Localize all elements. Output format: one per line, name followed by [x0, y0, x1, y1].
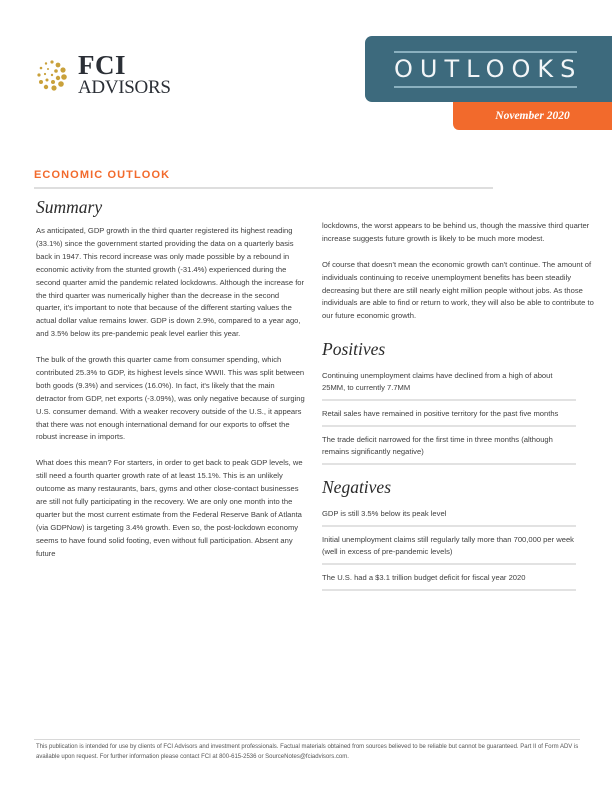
banner-rule-top: [394, 51, 577, 53]
footer-divider: [34, 739, 580, 740]
publication-title: OUTLOOKS: [394, 55, 583, 83]
positives-heading: Positives: [322, 339, 386, 360]
banner-rule-bottom: [394, 86, 577, 88]
negative-item: The U.S. had a $3.1 trillion budget deficit for fiscal year 2020: [322, 569, 576, 591]
summary-paragraph: As anticipated, GDP growth in the third quarter registered its highest reading (33.1%) since the government started providing the data on a quarterly basis back in 1947. This record increase was only made possible by a rebound in economic activity from the stunted growth (-31.4%) experienced during the second quarter amid the pandemic related lockdowns. Although the increase for the third quarter was numerically higher than the decrease in the second quarter, it's important to note that because of the different starting values the actual dollar value remains lower. GDP is down 2.9%, compared to a year ago, and 3.5% below its pre-pandemic peak level earlier this year.: [36, 226, 305, 339]
outlooks-banner: [365, 36, 612, 102]
fci-advisors-logo: [36, 52, 171, 97]
logo-advisors-text: ADVISORS: [78, 77, 171, 98]
logo-fci-text: FCI: [78, 50, 126, 80]
right-column: [322, 220, 594, 595]
summary-paragraph: What does this mean? For starters, in order to get back to peak GDP levels, we still need a fourth quarter growth rate of at least 15.1%. This is an unlikely outcome as many restaurants, bars, gyms and other close-contact businesses are still not fully participating in the recovery. We are only one month into the quarter but the most current estimate from the Federal Reserve Bank of Atlanta (via GDPNow) is targeting 3.4% growth. Even so, the post-lockdown economy seems to have found solid footing, even without full participation. Absent any future: [36, 458, 303, 558]
section-divider: [34, 187, 493, 189]
negative-item: Initial unemployment claims still regularly tally more than 700,000 per week (well in excess of pre-pandemic levels): [322, 531, 576, 565]
section-label: ECONOMIC OUTLOOK: [34, 169, 171, 181]
positive-item: The trade deficit narrowed for the first time in three months (although remains significantly negative): [322, 431, 576, 465]
summary-heading: Summary: [36, 197, 103, 217]
footer-disclaimer: This publication is intended for use by clients of FCI Advisors and investment professionals. Factual materials obtained from sources believed to be reliable but cannot be guaranteed. Part II of Form ADV is available upon request. For further information please contact FCI at 800-615-2536 or SourceNotes@fciadvisors.com.: [36, 744, 579, 760]
negatives-heading: Negatives: [322, 477, 392, 498]
date-banner: [453, 102, 612, 130]
globe-dots-icon: [36, 59, 68, 91]
negative-item: GDP is still 3.5% below its peak level: [322, 505, 576, 527]
summary-paragraph: Of course that doesn't mean the economic growth can't continue. The amount of individuals continuing to receive unemployment benefits has been steadily decreasing but there are still nearly eight million people without jobs. As those individuals are able to find or return to work, they will also be able to contribute to our future economic growth.: [322, 259, 594, 321]
positives-list: [322, 367, 576, 465]
left-column: [36, 197, 306, 573]
positive-item: Retail sales have remained in positive territory for the past five months: [322, 405, 576, 427]
positive-item: Continuing unemployment claims have declined from a high of about 25MM, to currently 7.7MM: [322, 367, 576, 401]
summary-paragraph: lockdowns, the worst appears to be behind us, though the massive third quarter increase suggests future growth is likely to be much more modest.: [322, 221, 590, 243]
summary-paragraph: The bulk of the growth this quarter came from consumer spending, which contributed 25.3% to GDP, its highest levels since WWII. This was split between both goods (9.3%) and services (16.0%). In fact, it's likely that the main detractor from GDP, net exports (-3.09%), was only negative because of surging U.S. consumer demand. With a weaker recovery outside of the U.S., it appears that there was not enough international demand for our exports to offset the robust increase in imports.: [36, 355, 305, 442]
publication-date: November 2020: [495, 110, 570, 122]
negatives-list: [322, 505, 576, 591]
